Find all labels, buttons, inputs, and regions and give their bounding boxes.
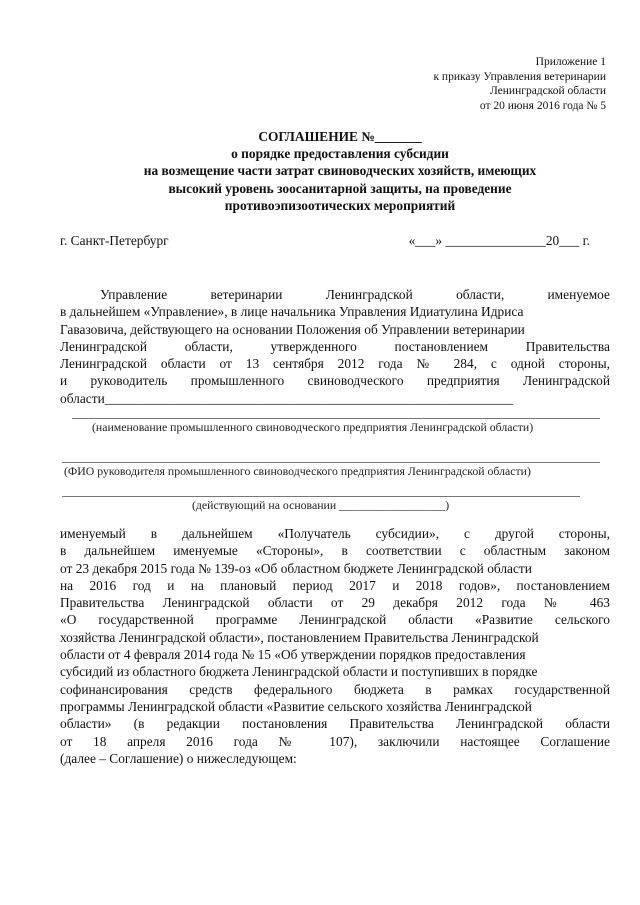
text-line: Ленинградской области от 13 сентября 2012 года № 284, с одной стороны, [60, 356, 610, 372]
caption-enterprise: (наименование промышленного свиноводческого предприятия Ленинградской области) [92, 420, 534, 434]
caption-head: (ФИО руководителя промышленного свиноводческого предприятия Ленинградской области) [64, 464, 531, 478]
document-title [60, 128, 620, 214]
text-line: Ленинградской области, утвержденного постановлением Правительства [60, 338, 610, 354]
text-line: и руководитель промышленного свиноводческого предприятия Ленинградской [60, 373, 610, 389]
text-line: на 2016 год и на плановый период 2017 и 2018 годов», постановлением [60, 577, 610, 593]
city: г. Санкт-Петербург [60, 233, 169, 248]
paragraph-legal-basis [60, 525, 610, 767]
paragraph-parties [60, 286, 610, 407]
place-date-line [60, 233, 590, 251]
appendix-header [433, 55, 606, 113]
title-line: на возмещение части затрат свиноводческих хозяйств, имеющих [143, 163, 537, 179]
appendix-line: Ленинградской области [489, 85, 606, 97]
fill-line-head [62, 462, 600, 463]
title-line: о порядке предоставления субсидии [231, 146, 449, 162]
text-line: области» (в редакции постановления Правительства Ленинградской области [60, 716, 610, 732]
text-line: (далее – Соглашение) о нижеследующем: [60, 750, 297, 766]
text-line: области от 4 февраля 2014 года № 15 «Об утверждении порядков предоставления [60, 647, 526, 663]
text-line: области_____________________________________________________________ [60, 390, 514, 406]
text-line: Правительства Ленинградской области от 29 декабря 2012 года № 463 [60, 595, 610, 611]
title-line: СОГЛАШЕНИЕ №_______ [258, 129, 422, 144]
caption-basis: (действующий на основании __________________) [192, 498, 450, 512]
fill-line-basis [62, 496, 580, 497]
title-line: противоэпизоотических мероприятий [224, 197, 456, 213]
text-line: субсидий из областного бюджета Ленинградской области и поступивших в порядке [60, 664, 538, 680]
appendix-line: Приложение 1 [535, 56, 606, 68]
text-line: Гавазовича, действующего на основании Положения об Управлении ветеринарии [60, 321, 525, 337]
text-line: «О государственной программе Ленинградской области «Развитие сельского [60, 612, 610, 628]
text-line: в дальнейшем именуемые «Стороны», в соответствии с областным законом [60, 543, 610, 559]
text-line: софинансирования средств федерального бюджета в рамках государственной [60, 681, 610, 697]
fill-line-enterprise [72, 418, 600, 419]
appendix-line: от 20 июня 2016 года № 5 [479, 99, 606, 112]
text-line: от 18 апреля 2016 года № 107), заключили настоящее Соглашение [60, 733, 610, 749]
text-line: от 23 декабря 2015 года № 139-оз «Об областном бюджете Ленинградской области [60, 560, 532, 576]
title-line: высокий уровень зоосанитарной защиты, на проведение [168, 180, 512, 196]
text-line: именуемый в дальнейшем «Получатель субсидии», с другой стороны, [60, 526, 610, 541]
appendix-line: к приказу Управления ветеринарии [433, 70, 606, 83]
date-field: «___» _______________20___ г. [408, 233, 590, 248]
text-line: хозяйства Ленинградской области», постановлением Правительства Ленинградской [60, 629, 539, 645]
text-line: Управление ветеринарии Ленинградской области, именуемое [100, 287, 610, 302]
text-line: в дальнейшем «Управление», в лице начальника Управления Идиатулина Идриса [60, 304, 524, 320]
text-line: программы Ленинградской области «Развитие сельского хозяйства Ленинградской [60, 698, 532, 714]
